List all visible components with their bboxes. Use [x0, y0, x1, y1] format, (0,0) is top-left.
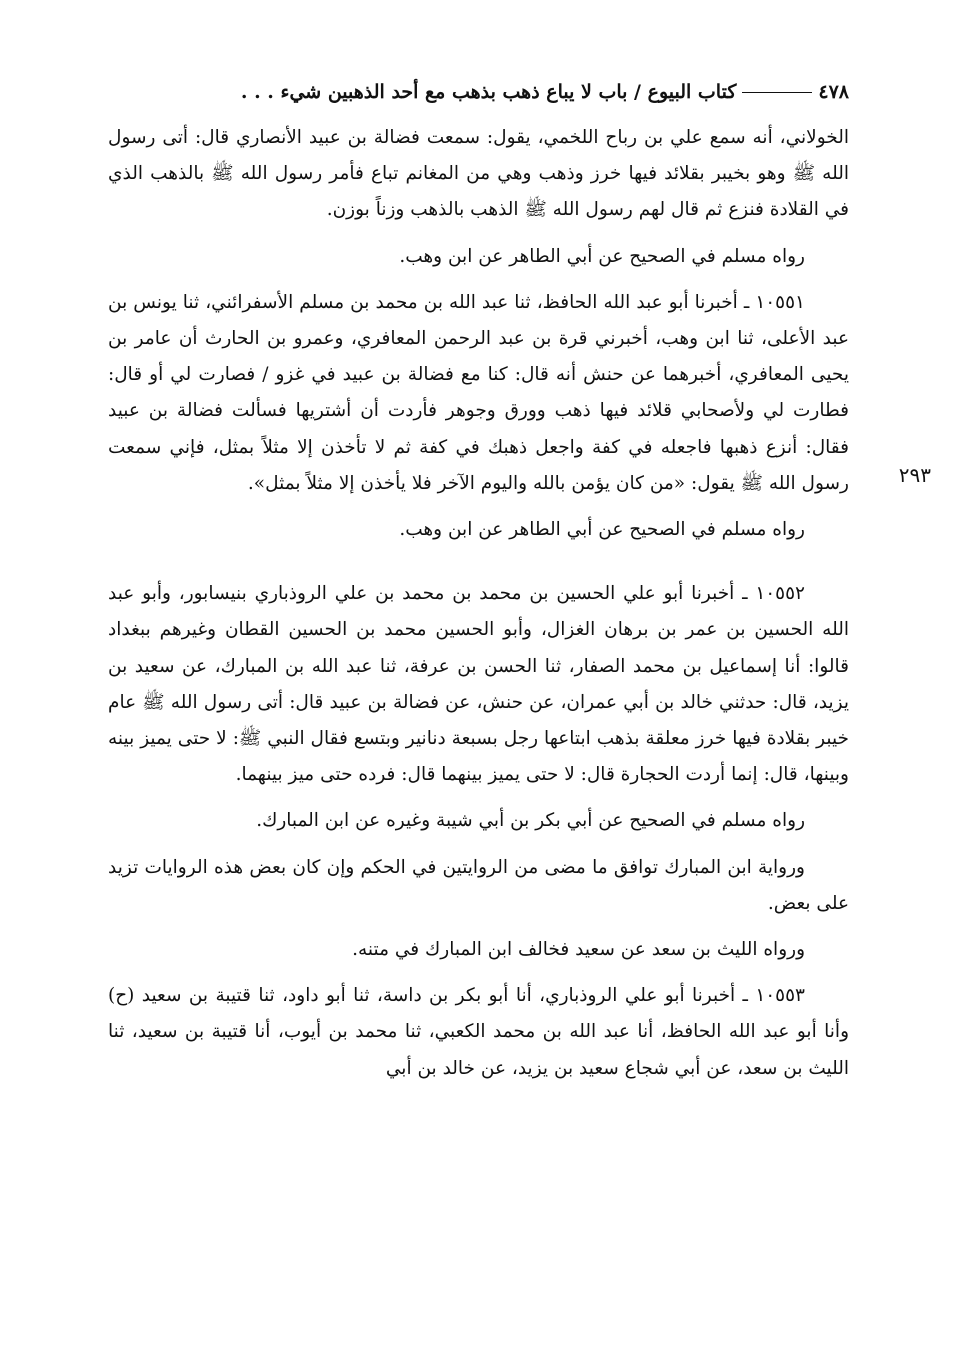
- paragraph-narration-note: رواه مسلم في الصحيح عن أبي بكر بن أبي شيبة وغيره عن ابن المبارك.: [256, 810, 805, 832]
- page-number: ٤٧٨: [818, 81, 849, 103]
- margin-volume-page-number: ٢٩٣: [898, 463, 931, 487]
- paragraph-narration-note: رواه مسلم في الصحيح عن أبي الطاهر عن ابن وهب.: [399, 519, 805, 541]
- running-header: [108, 70, 849, 114]
- paragraph-commentary: ورواية ابن المبارك توافق ما مضى من الروايتين في الحكم وإن كان بعض هذه الروايات تزيد على بعض.: [108, 856, 849, 914]
- paragraph-hadith-10551: ١٠٥٥١ ـ أخبرنا أبو عبد الله الحافظ، ثنا عبد الله بن محمد بن مسلم الأسفرائني، ثنا يونس بن عبد الأعلى، ثنا ابن وهب، أخبرني قرة بن عبد الرحمن المعافري، وعمرو بن الحارث أن عامر بن يحيى المعافري، أخبرهما عن حنش أنه قال: كنا مع فضالة بن عبيد في غزو / فصارت لي أو قال: فطارت لي ولأصحابي قلائد فيها ذهب وورق وجوهر فأردت أن أشتريها فسألت فضالة بن عبيد فقال: أنزع ذهبها فاجعله في كفة واجعل ذهبك في كفة ثم لا تأخذن إلا مثلاً بمثل، فإني سمعت رسول الله ﷺ يقول: «من كان يؤمن بالله واليوم الآخر فلا يأخذن إلا مثلاً بمثل».: [108, 291, 849, 494]
- chapter-title: كتاب البيوع / باب لا يباع ذهب بذهب مع أحد الذهبين شيء . . .: [240, 81, 737, 103]
- header-rule: [742, 92, 812, 93]
- paragraph-hadith-10553: ١٠٥٥٣ ـ أخبرنا أبو علي الروذباري، أنا أبو بكر بن داسة، ثنا أبو داود، ثنا قتيبة بن سعيد (ح) وأنا أبو عبد الله الحافظ، أنا عبد الله بن محمد الكعبي، ثنا محمد بن أيوب، أنا قتيبة بن سعيد، ثنا الليث بن سعد، عن أبي شجاع سعيد بن يزيد، عن خالد بن أبي: [108, 985, 849, 1079]
- paragraph-hadith-10552: ١٠٥٥٢ ـ أخبرنا أبو علي الحسين بن محمد بن محمد بن علي الروذباري بنيسابور، وأبو عبد الله الحسين بن عمر بن برهان الغزال، وأبو الحسين محمد بن الحسين القطان وغيرهم ببغداد قالوا: أنا إسماعيل بن محمد الصفار، ثنا الحسن بن عرفة، ثنا عبد الله بن المبارك، عن سعيد بن يزيد، قال: حدثني خالد بن أبي عمران، عن حنش، عن فضالة بن عبيد قال: أتى رسول الله ﷺ عام خيبر بقلادة فيها خرز معلقة بذهب ابتاعها رجل بسبعة دنانير وبتسع فقال النبي ﷺ: لا حتى يميز بينه وبينها، قال: إنما أردت الحجارة قال: لا حتى يميز بينهما قال: فرده حتى ميز بينهما.: [108, 583, 849, 786]
- paragraph-narration-note: ورواه الليث بن سعد عن سعيد فخالف ابن المبارك في متنه.: [352, 939, 805, 961]
- paragraph-continuation: الخولاني، أنه سمع علي بن رباح اللخمي، يقول: سمعت فضالة بن عبيد الأنصاري قال: أتى رسول الله ﷺ وهو بخيبر بقلائد فيها خرز وذهب وهي من المغانم تباع فأمر رسول الله ﷺ بالذهب الذي في القلادة فنزع ثم قال لهم رسول الله ﷺ الذهب بالذهب وزناً بوزن.: [108, 127, 849, 221]
- paragraph-narration-note: رواه مسلم في الصحيح عن أبي الطاهر عن ابن وهب.: [399, 245, 805, 267]
- main-text: [108, 120, 849, 1087]
